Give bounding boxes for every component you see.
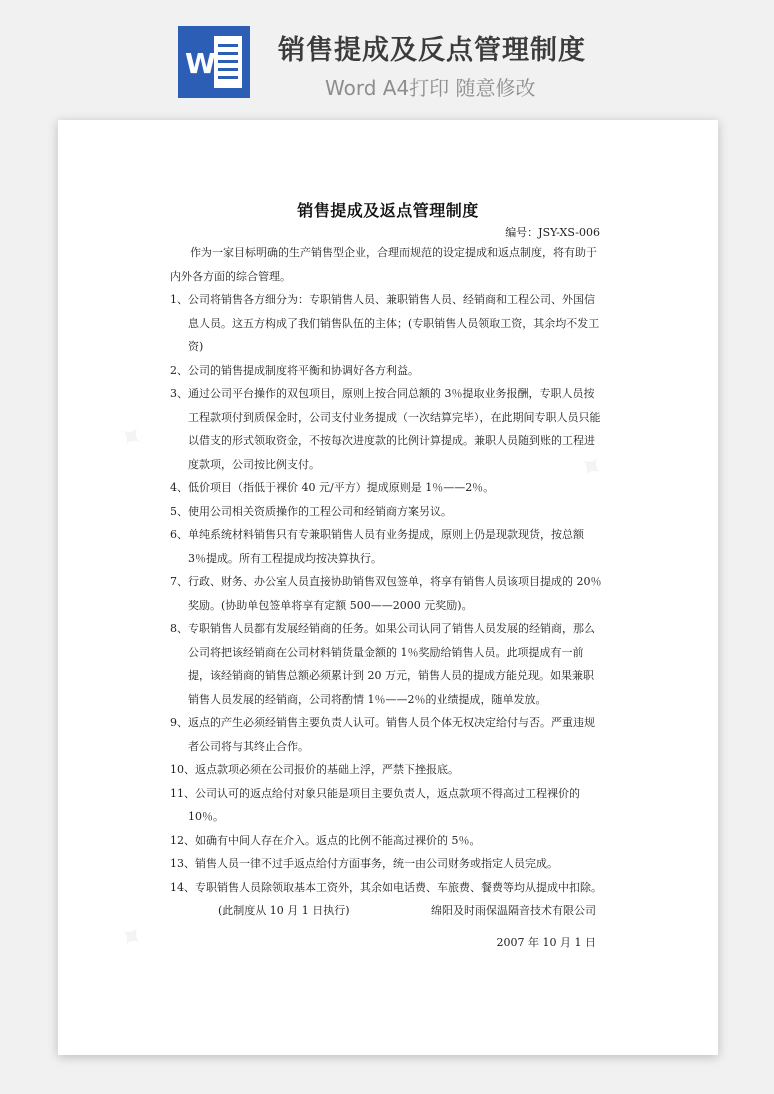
rule-item: 13、销售人员一律不过手返点给付方面事务，统一由公司财务或指定人员完成。 [170,857,558,870]
effective-note: (此制度从 10 月 1 日执行) [218,904,350,917]
document-body [170,241,602,923]
document-page [58,120,718,1055]
document-number: 编号：JSY-XS-006 [505,226,600,239]
rule-item: 10、返点款项必须在公司报价的基础上浮，严禁下挫报底。 [170,763,459,776]
rule-item: 6、单纯系统材料销售只有专兼职销售人员有业务提成，原则上仍是现款现货，按总额 3％提成。所有工程提成均按决算执行。 [170,528,584,565]
signature-date: 2007 年 10 月 1 日 [496,936,596,949]
rule-item: 3、通过公司平台操作的双包项目，原则上按合同总额的 3％提取业务报酬，专职人员按工程款项付到质保金时，公司支付业务提成（一次结算完毕），在此期间专职人员只能以借支的形式领取资金，不按每次进度款的比例计算提成。兼职人员随到账的工程进度款项，公司按比例支付。 [170,387,601,471]
rule-item: 2、公司的销售提成制度将平衡和协调好各方利益。 [170,363,419,377]
rule-item: 5、使用公司相关资质操作的工程公司和经销商方案另议。 [170,504,452,518]
company-signature: 绵阳及时雨保温隔音技术有限公司 [431,904,596,917]
watermark [110,916,151,959]
document-title: 销售提成及返点管理制度 [297,201,479,220]
rule-item: 12、如确有中间人存在介入。返点的比例不能高过裸价的 5％。 [170,833,481,847]
banner-title: 销售提成及反点管理制度 [278,35,586,66]
header-banner [0,0,774,118]
rule-item: 1、公司将销售各方细分为：专职销售人员、兼职销售人员、经销商和工程公司、外国信息人员。这五方构成了我们销售队伍的主体；(专职销售人员领取工资，其余均不发工资) [170,293,600,353]
rule-item: 8、专职销售人员都有发展经销商的任务。如果公司认同了销售人员发展的经销商，那么公司将把该经销商在公司材料销货量金额的 1％奖励给销售人员。此项提成有一前提，该经销商的销售总额必须累计到 20 万元，销售人员的提成方能兑现。如果兼职销售人员发展的经销商，公司将酌情 1％——2％的业绩提成，随单发放。 [170,622,595,706]
word-document-icon [178,26,250,98]
rule-item: 9、返点的产生必须经销售主要负责人认可。销售人员个体无权决定给付与否。严重违规者公司将与其终止合作。 [170,716,595,753]
rule-item: 11、公司认可的返点给付对象只能是项目主要负责人，返点款项不得高过工程裸价的 10％。 [170,786,580,823]
watermark [110,416,151,459]
rule-item: 14、专职销售人员除领取基本工资外，其余如电话费、车旅费、餐费等均从提成中扣除。 [170,880,602,894]
intro-paragraph: 作为一家目标明确的生产销售型企业，合理而规范的设定提成和返点制度，将有助于内外各方面的综合管理。 [170,246,597,283]
word-icon-letter: W [185,47,216,80]
banner-subtitle: Word A4打印 随意修改 [325,76,536,100]
rule-item: 4、低价项目（指低于裸价 40 元/平方）提成原则是 1％——2％。 [170,481,495,494]
rule-item: 7、行政、财务、办公室人员直接协助销售双包签单，将享有销售人员该项目提成的 20％奖励。(协助单包签单将享有定额 500——2000 元奖励)。 [170,575,602,612]
